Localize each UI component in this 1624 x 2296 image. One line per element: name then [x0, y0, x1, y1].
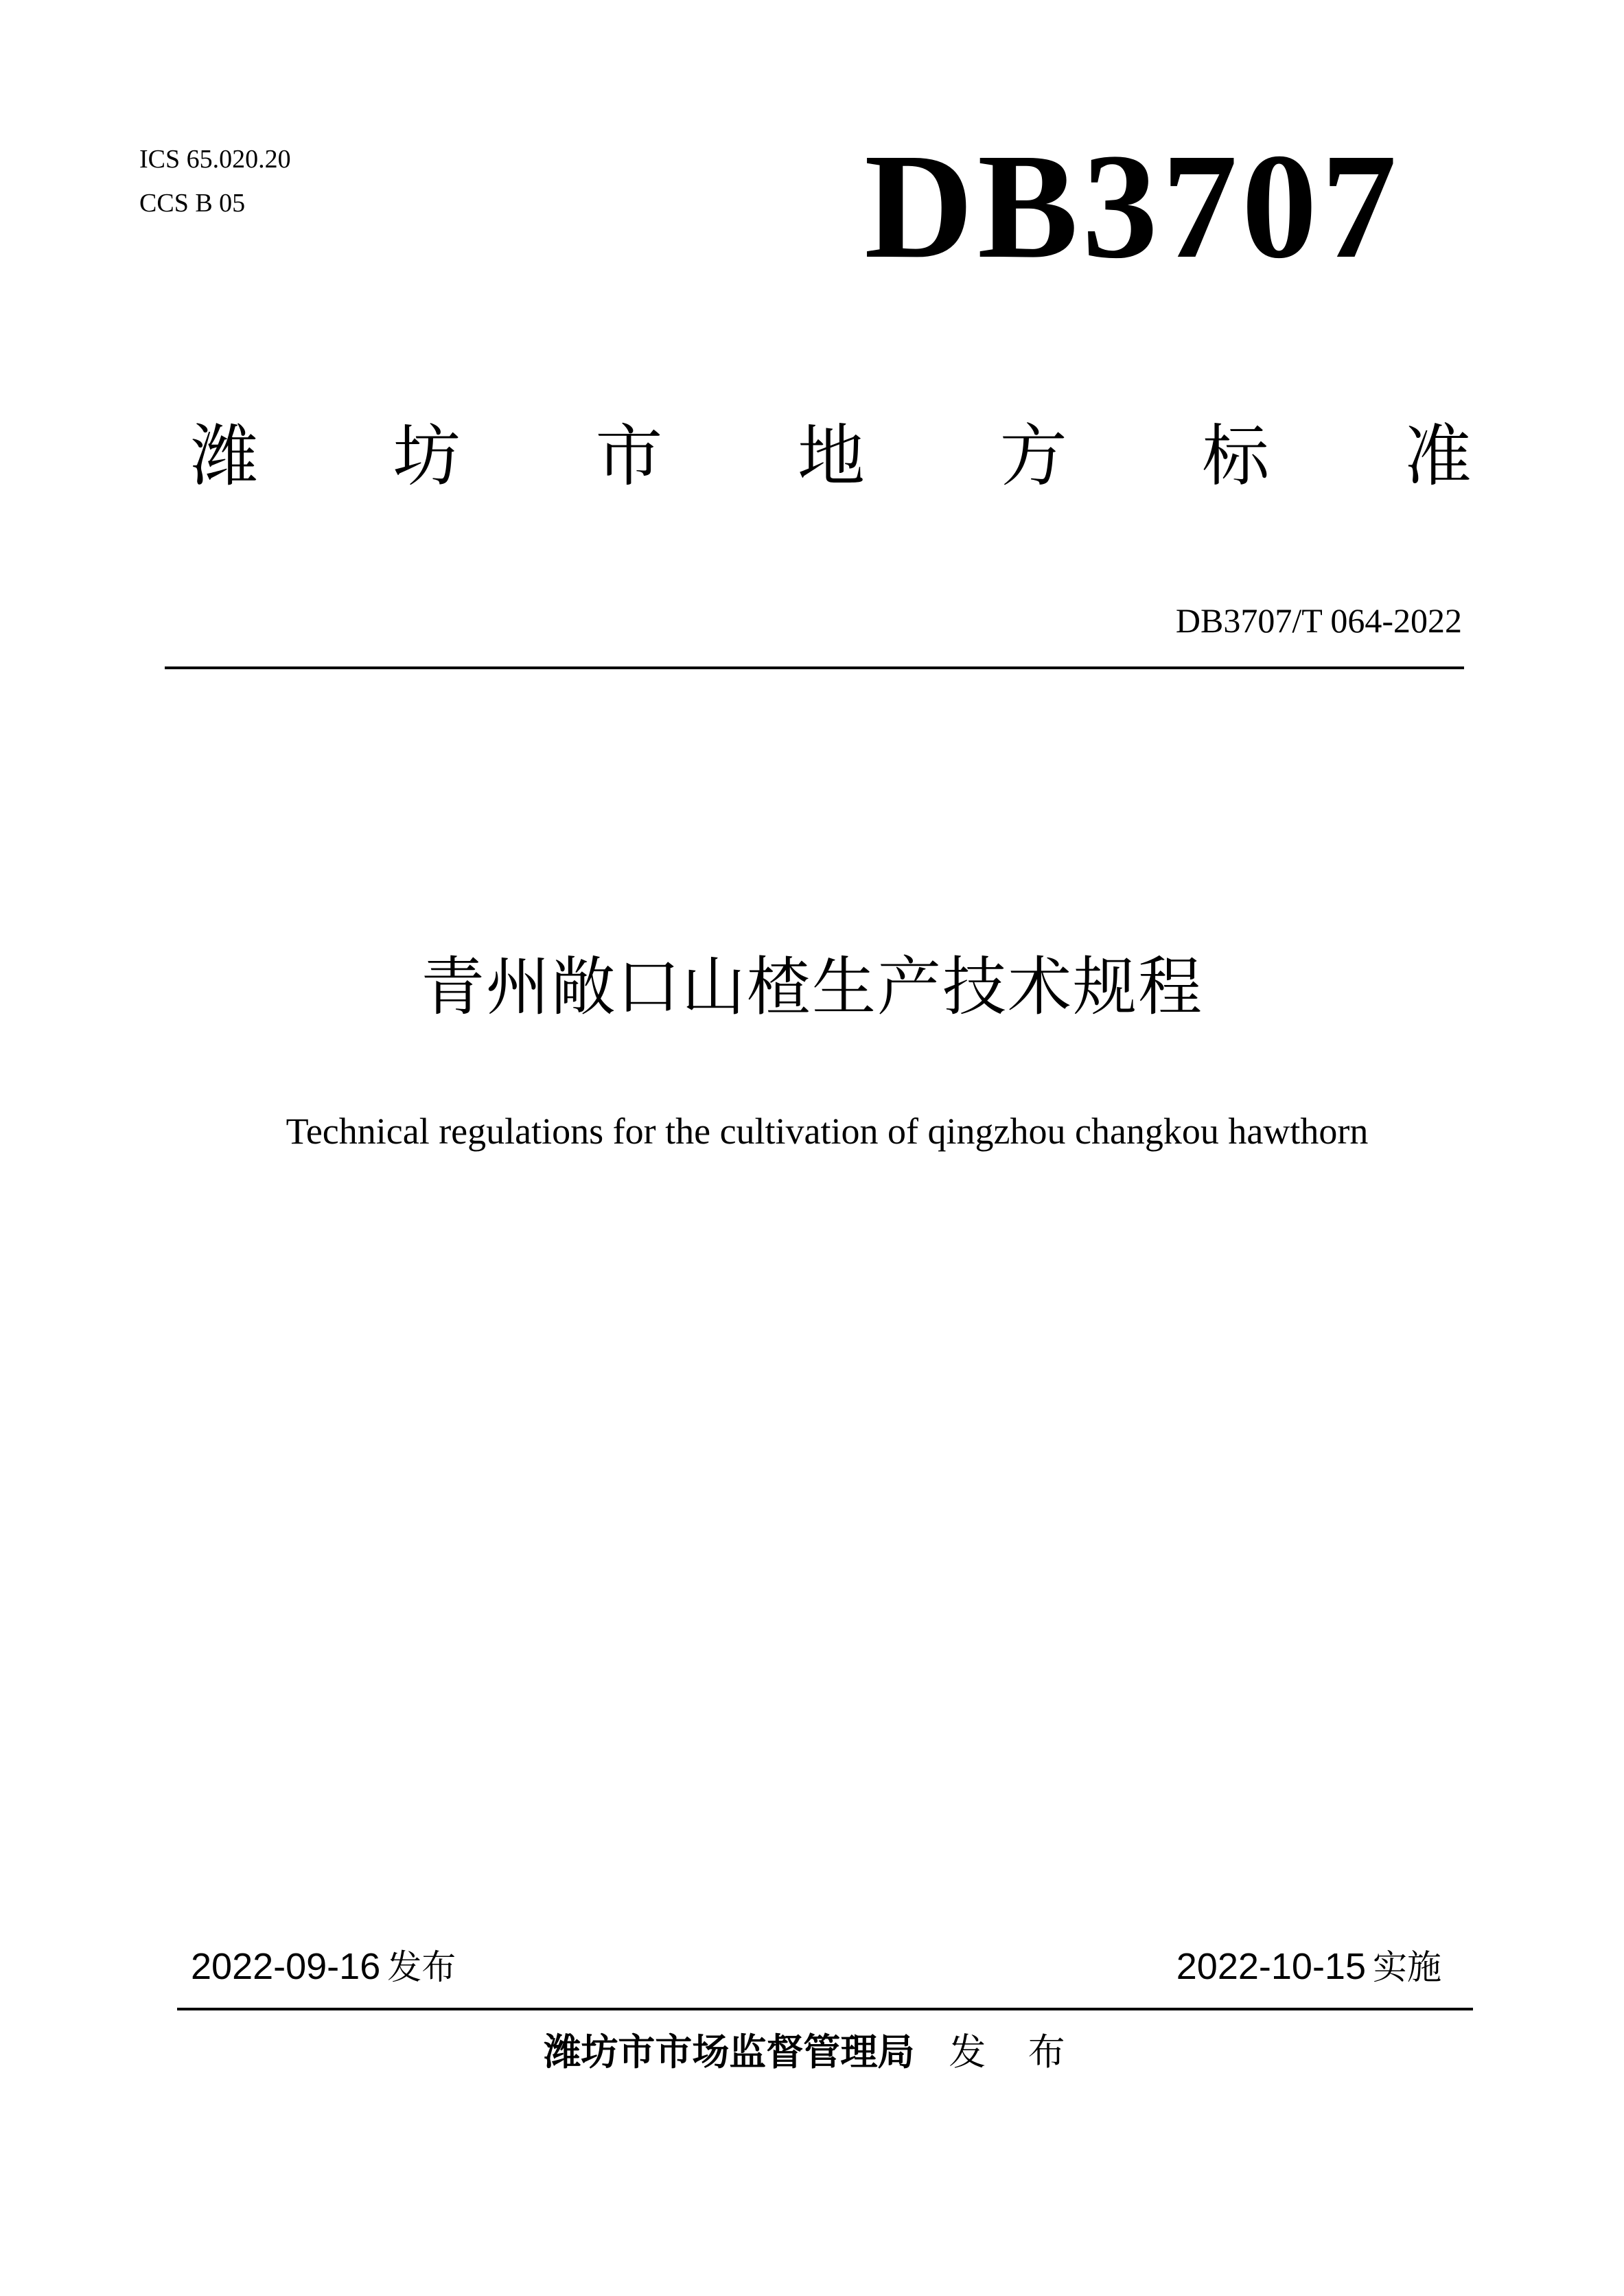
header-title-char: 潍 — [191, 417, 259, 496]
header-title-char: 坊 — [393, 417, 461, 496]
implement-label: 实施 — [1373, 1947, 1441, 1987]
publish-date: 2022-09-16 — [191, 1946, 381, 1987]
publish-label: 发布 — [387, 1947, 456, 1987]
header-title-char: 地 — [797, 417, 865, 496]
issuer-organization: 潍坊市市场监督管理局 — [544, 2030, 915, 2074]
document-title-en: Technical regulations for the cultivation of qingzhou changkou hawthorn — [286, 1111, 1369, 1152]
implement-date: 2022-10-15 — [1176, 1946, 1366, 1987]
header-title-char: 市 — [595, 417, 663, 496]
bottom-divider — [177, 2008, 1473, 2010]
header-title-char: 标 — [1202, 417, 1270, 496]
standard-number: DB3707/T 064-2022 — [1175, 601, 1462, 640]
header-title-char: 准 — [1404, 417, 1472, 496]
issuer-action: 发 布 — [949, 2030, 1080, 2074]
issuer-line — [0, 2025, 1624, 2080]
publish-date-line — [191, 1943, 456, 1991]
header-title-char: 方 — [999, 417, 1067, 496]
ics-code: ICS 65.020.20 — [139, 145, 291, 174]
header-title — [191, 405, 1472, 508]
top-divider — [165, 666, 1464, 669]
ccs-code: CCS B 05 — [139, 189, 246, 218]
document-title-cn: 青州敞口山楂生产技术规程 — [421, 950, 1203, 1024]
implement-date-line — [1030, 1943, 1441, 1991]
classification-codes — [139, 137, 291, 225]
standard-code-logo: DB3707 — [864, 122, 1401, 290]
